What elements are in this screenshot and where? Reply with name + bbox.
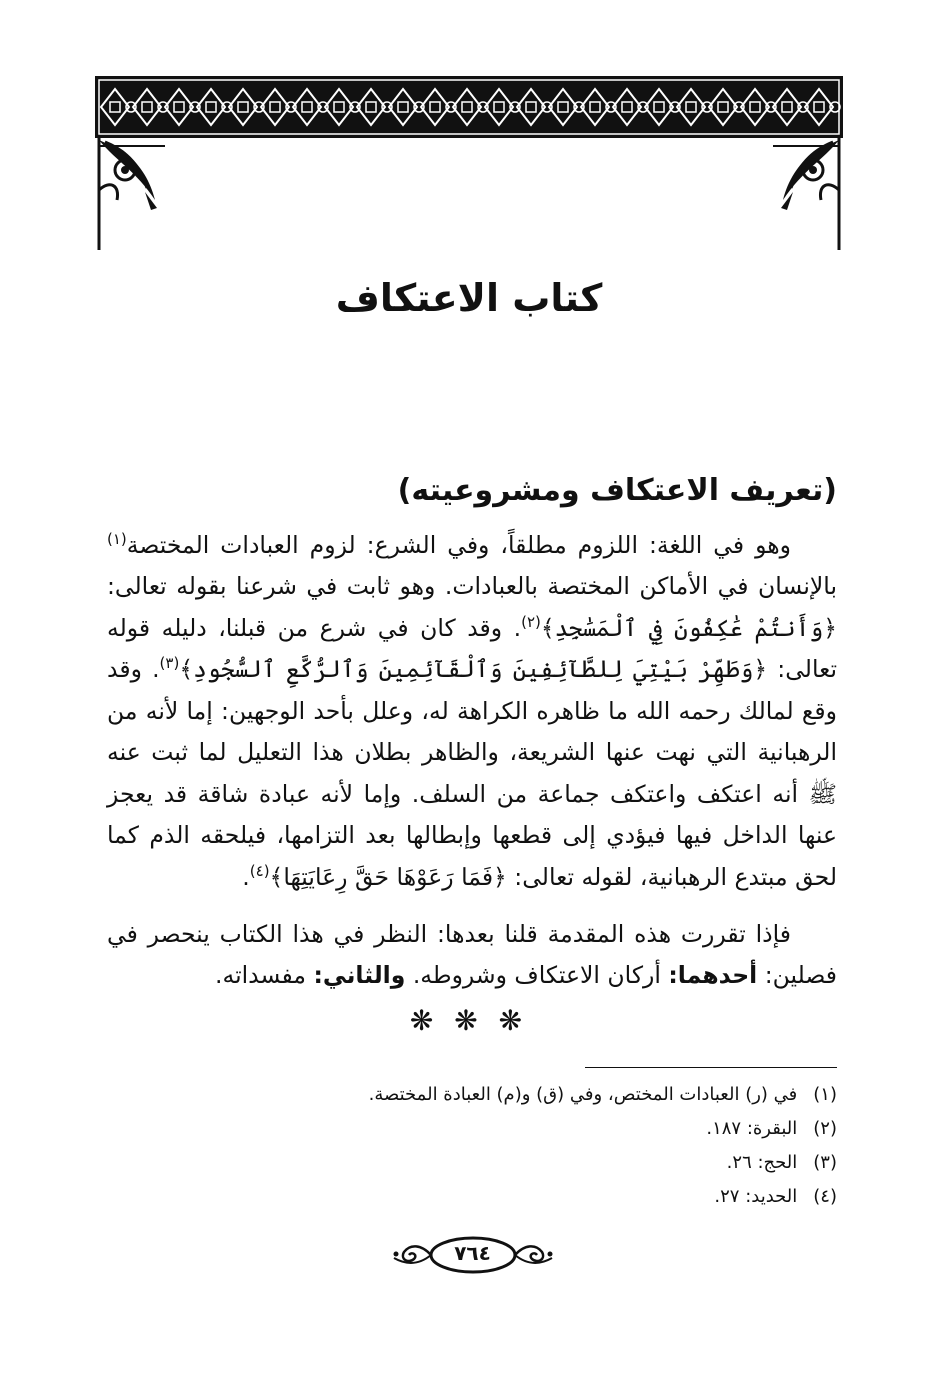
- paragraph-text: أركان الاعتكاف وشروطه.: [405, 961, 669, 989]
- footnote-number: (٣): [813, 1152, 837, 1173]
- footnote-text: الحج: ٢٦.: [726, 1152, 798, 1173]
- paragraph-text: مفسداته.: [215, 961, 314, 989]
- paragraph-text: وهو في اللغة: اللزوم مطلقاً، وفي الشرع: لزوم العبادات المختصة: [126, 530, 791, 559]
- paragraph-outline: [107, 914, 837, 997]
- quran-quote-hadid: ﴿فَمَا رَعَوْهَا حَقَّ رِعَايَتِهَا﴾: [269, 862, 507, 891]
- chapter-title: كتاب الاعتكاف: [335, 276, 603, 321]
- footnote-text: البقرة: ١٨٧.: [706, 1118, 798, 1139]
- section-heading: (تعريف الاعتكاف ومشروعيته): [397, 472, 837, 508]
- page-number: ٧٦٤: [454, 1241, 491, 1265]
- second-chapter-label: والثاني:: [313, 961, 406, 989]
- page-number-ornament: [388, 1232, 558, 1278]
- footnote-2: [117, 1112, 837, 1146]
- paragraph-text: . وقد وقع لمالك رحمه الله ما ظاهره الكراهة له، وعلل بأحد الوجهين: إما لأنه من الرهبانية التي نهت عنها الشريعة، والظاهر بطلان هذا التعليل لما ثبت عنه ﷺ أنه اعتكف واعتكف جماعة من السلف. وإما لأنه عبادة شاقة قد يعجز عنها الداخل فيها فيؤدي إلى قطعها وإبطالها بعد التزامها، فيلحقه الذم كما لحق مبتدع الرهبانية، لقوله تعالى:: [107, 655, 837, 891]
- footnote-1: [117, 1078, 837, 1112]
- first-chapter-label: أحدهما:: [668, 961, 758, 989]
- footnote-text: في (ر) العبادات المختص، وفي (ق) و(م) العبادة المختصة.: [368, 1084, 798, 1105]
- footnote-number: (٤): [813, 1186, 837, 1207]
- footnote-text: الحديد: ٢٧.: [714, 1186, 798, 1207]
- footnote-3: [117, 1146, 837, 1180]
- ornamental-header-frame: [95, 70, 843, 250]
- footnote-ref-2[interactable]: (٢): [521, 612, 541, 631]
- quran-quote-baqarah: ﴿وَأَنتُمْ عَٰكِفُونَ فِي ٱلْمَسَٰجِدِ﴾: [540, 613, 837, 642]
- paragraph-definition: [107, 525, 837, 899]
- footnote-ref-3[interactable]: (٣): [159, 654, 180, 673]
- page-footer: [0, 1232, 945, 1278]
- footnote-4: [117, 1180, 837, 1214]
- paragraph-text: بالإنسان في الأماكن المختصة بالعبادات. وهو ثابت في شرعنا بقوله تعالى:: [107, 572, 837, 600]
- footnote-divider: [585, 1067, 837, 1068]
- quran-quote-hajj: ﴿وَطَهِّرْ بَيْتِيَ لِلطَّآئِفِينَ وَٱلْقَآئِمِينَ وَٱلرُّكَّعِ ٱلسُّجُودِ﴾: [179, 655, 768, 683]
- paragraph-text: .: [242, 862, 250, 891]
- paragraph-text: . وقد كان في شرع من قبلنا، دليله قوله تعالى:: [107, 613, 837, 683]
- footnote-number: (٢): [813, 1118, 837, 1139]
- footnote-number: (١): [813, 1084, 837, 1105]
- footnotes-list: [117, 1078, 837, 1214]
- footnote-ref-1[interactable]: (١): [107, 529, 127, 548]
- section-separator: ❋ ❋ ❋: [409, 1004, 529, 1037]
- paragraph-text: فإذا تقررت هذه المقدمة قلنا بعدها: النظر في هذا الكتاب ينحصر في فصلين:: [107, 919, 837, 989]
- footnote-ref-4[interactable]: (٤): [249, 861, 270, 880]
